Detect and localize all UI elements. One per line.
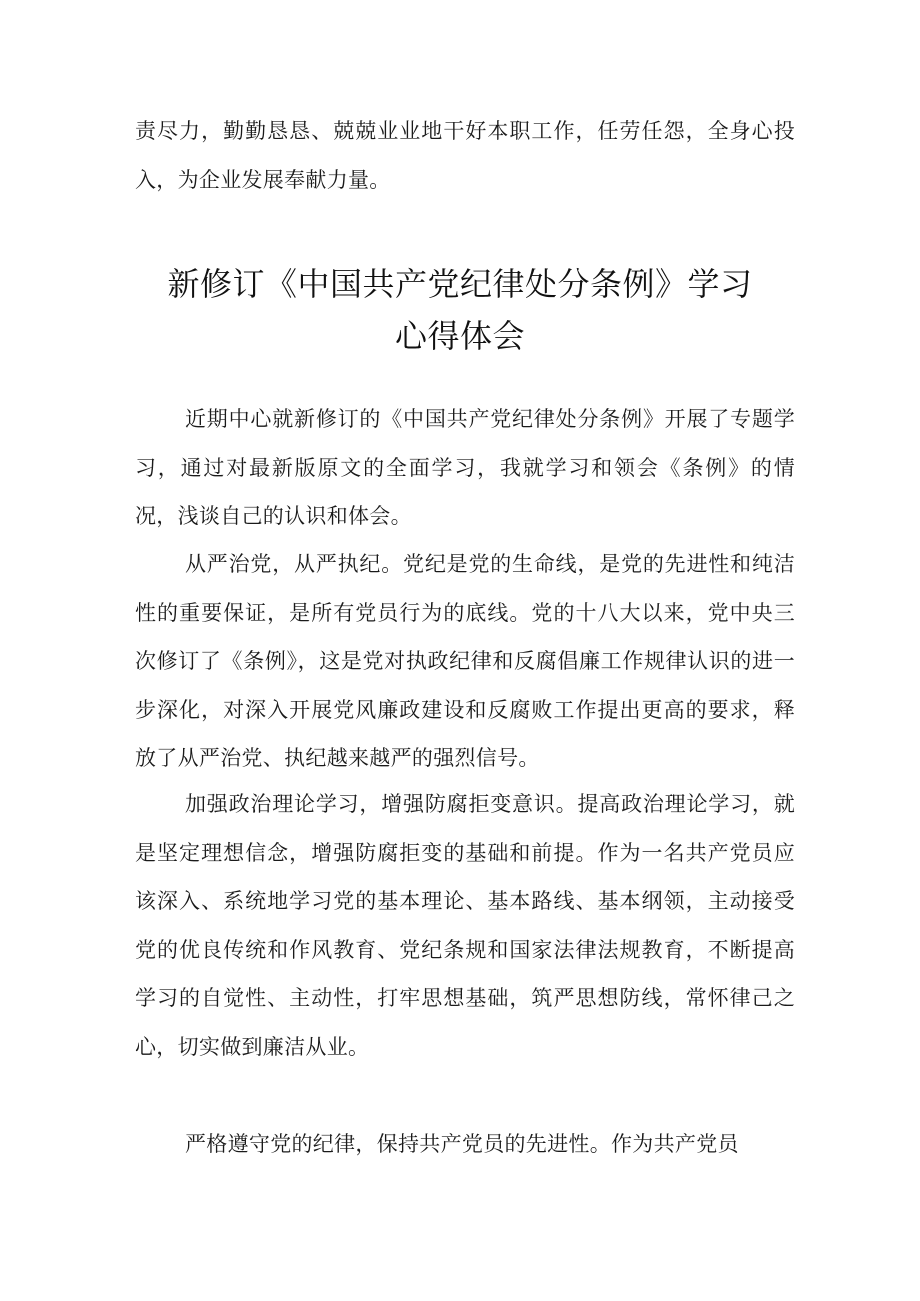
continued-paragraph: 责尽力，勤勤恳恳、兢兢业业地干好本职工作，任劳任怨，全身心投入，为企业发展奉献力量。 xyxy=(135,119,795,192)
paragraph-strict-discipline: 从严治党，从严执纪。党纪是党的生命线，是党的先进性和纯洁性的重要保证，是所有党员行为的底线。党的十八大以来，党中央三次修订了《条例》，这是党对执政纪律和反腐倡廉工作规律认识的进一步深化，对深入开展党风廉政建设和反腐败工作提出更高的要求，释放了从严治党、执纪越来越严的强烈信号。 xyxy=(135,552,795,770)
title-line-1: 新修订《中国共产党纪律处分条例》学习 xyxy=(167,265,753,303)
paragraph-party-discipline: 严格遵守党的纪律，保持共产党员的先进性。作为共产党员 xyxy=(185,1132,739,1156)
title-line-2: 心得体会 xyxy=(394,317,525,355)
paragraph-political-study: 加强政治理论学习，增强防腐拒变意识。提高政治理论学习，就是坚定理想信念，增强防腐拒变的基础和前提。作为一名共产党员应该深入、系统地学习党的基本理论、基本路线、基本纲领，主动接受党的优良传统和作风教育、党纪条规和国家法律法规教育，不断提高学习的自觉性、主动性，打牢思想基础，筑严思想防线，常怀律己之心，切实做到廉洁从业。 xyxy=(135,792,795,1059)
document-title xyxy=(100,258,820,362)
paragraph-intro: 近期中心就新修订的《中国共产党纪律处分条例》开展了专题学习，通过对最新版原文的全面学习，我就学习和领会《条例》的情况，浅谈自己的认识和体会。 xyxy=(135,407,795,528)
